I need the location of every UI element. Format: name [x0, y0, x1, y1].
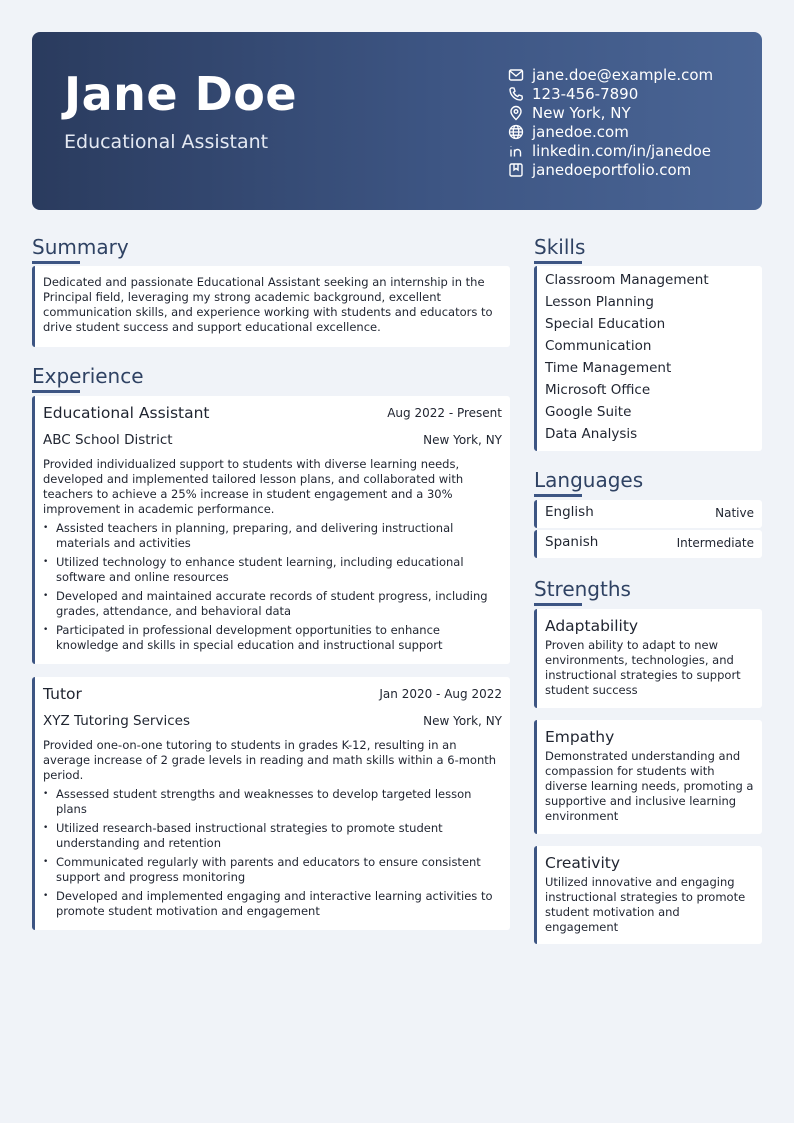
job-dates: Jan 2020 - Aug 2022 [379, 687, 502, 701]
contact-portfolio-text: janedoeportfolio.com [532, 160, 692, 179]
job-description: Provided individualized support to students with diverse learning needs, developed and implemented tailored lesson plans, and collaborated with teachers to achieve a 25% increase in student engagement and a 30% improvement in academic performance. [43, 457, 464, 516]
contact-location [508, 103, 713, 122]
strength-title: Adaptability [545, 617, 639, 635]
strength-card [534, 609, 762, 708]
strengths-heading [534, 576, 631, 602]
language-row [534, 530, 762, 558]
portfolio-icon [508, 162, 524, 178]
contact-email[interactable] [508, 65, 713, 84]
summary-card [32, 266, 510, 347]
globe-icon [508, 124, 524, 140]
contact-phone[interactable] [508, 84, 713, 103]
contact-website-text: janedoe.com [532, 122, 629, 141]
summary-heading-text: Summary [32, 235, 129, 259]
contact-website[interactable] [508, 122, 713, 141]
job-location: New York, NY [423, 433, 502, 447]
contact-linkedin-text: linkedin.com/in/janedoe [532, 141, 712, 160]
list-item: Microsoft Office [545, 382, 651, 398]
job-bullets [43, 787, 505, 923]
skills-heading-text: Skills [534, 235, 586, 259]
strength-description: Demonstrated understanding and compassion for students with diverse learning needs, promoting a supportive and inclusive learning environment [545, 749, 754, 823]
heading-underline [534, 494, 582, 497]
list-item: Communication [545, 338, 652, 354]
language-name: English [545, 504, 594, 520]
language-row [534, 500, 762, 528]
list-item: Special Education [545, 316, 666, 332]
job-company: ABC School District [43, 432, 173, 448]
skills-card [534, 266, 762, 451]
job-dates: Aug 2022 - Present [387, 406, 502, 420]
list-item: • Assisted teachers in planning, preparing, and delivering instructional materials and activities [43, 521, 505, 551]
list-item: • Utilized technology to enhance student learning, including educational software and online resources [43, 555, 505, 585]
job-bullets [43, 521, 505, 657]
contact-list [508, 65, 713, 179]
list-item: • Assessed student strengths and weaknesses to develop targeted lesson plans [43, 787, 505, 817]
strength-description: Proven ability to adapt to new environments, technologies, and instructional strategies to support student success [545, 638, 741, 697]
list-item: Time Management [545, 360, 672, 376]
job-card [32, 677, 510, 930]
job-card [32, 396, 510, 664]
strength-description: Utilized innovative and engaging instructional strategies to promote student motivation and engagement [545, 875, 746, 934]
phone-icon [508, 86, 524, 102]
list-item: • Utilized research-based instructional strategies to promote student understanding and retention [43, 821, 505, 851]
list-item: Data Analysis [545, 426, 638, 442]
skills-heading [534, 234, 585, 260]
summary-text: Dedicated and passionate Educational Assistant seeking an internship in the Principal field, leveraging my strong academic background, excellent communication skills, and experience working with students and educators to drive student success and support educational excellence. [43, 275, 493, 334]
mail-icon [508, 67, 524, 83]
contact-location-text: New York, NY [532, 103, 631, 122]
list-item: • Developed and implemented engaging and interactive learning activities to promote student motivation and engagement [43, 889, 505, 919]
contact-linkedin[interactable] [508, 141, 713, 160]
strengths-heading-text: Strengths [534, 577, 631, 601]
contact-phone-text: 123-456-7890 [532, 84, 639, 103]
location-pin-icon [508, 105, 524, 121]
languages-heading-text: Languages [534, 468, 644, 492]
experience-heading [32, 363, 144, 389]
heading-underline [534, 261, 582, 264]
list-item: • Communicated regularly with parents and educators to ensure consistent support and progress monitoring [43, 855, 505, 885]
strength-card [534, 720, 762, 834]
list-item: Lesson Planning [545, 294, 654, 310]
language-name: Spanish [545, 534, 599, 550]
resume-header [32, 32, 762, 210]
list-item: Google Suite [545, 404, 632, 420]
list-item: • Developed and maintained accurate records of student progress, including grades, attendance, and behavioral data [43, 589, 505, 619]
skills-list [545, 270, 754, 446]
languages-heading [534, 467, 643, 493]
job-company: XYZ Tutoring Services [43, 713, 190, 729]
linkedin-icon [508, 143, 524, 159]
contact-email-text: jane.doe@example.com [532, 65, 714, 84]
language-level: Native [715, 506, 754, 520]
contact-portfolio[interactable] [508, 160, 713, 179]
list-item: • Participated in professional development opportunities to enhance knowledge and skills in special education and instructional support [43, 623, 505, 653]
job-title: Tutor [43, 685, 82, 703]
heading-underline [32, 390, 80, 393]
experience-heading-text: Experience [32, 364, 144, 388]
list-item: Classroom Management [545, 272, 709, 288]
strength-title: Empathy [545, 728, 615, 746]
job-location: New York, NY [423, 714, 502, 728]
summary-heading [32, 234, 129, 260]
job-description: Provided one-on-one tutoring to students in grades K-12, resulting in an average increase of 2 grade levels in reading and math skills within a 6-month period. [43, 738, 497, 782]
job-title: Educational Assistant [43, 404, 210, 422]
heading-underline [534, 603, 582, 606]
strength-title: Creativity [545, 854, 621, 872]
candidate-role: Educational Assistant [64, 131, 269, 153]
candidate-name: Jane Doe [64, 67, 298, 121]
language-level: Intermediate [676, 536, 754, 550]
strength-card [534, 846, 762, 944]
heading-underline [32, 261, 80, 264]
